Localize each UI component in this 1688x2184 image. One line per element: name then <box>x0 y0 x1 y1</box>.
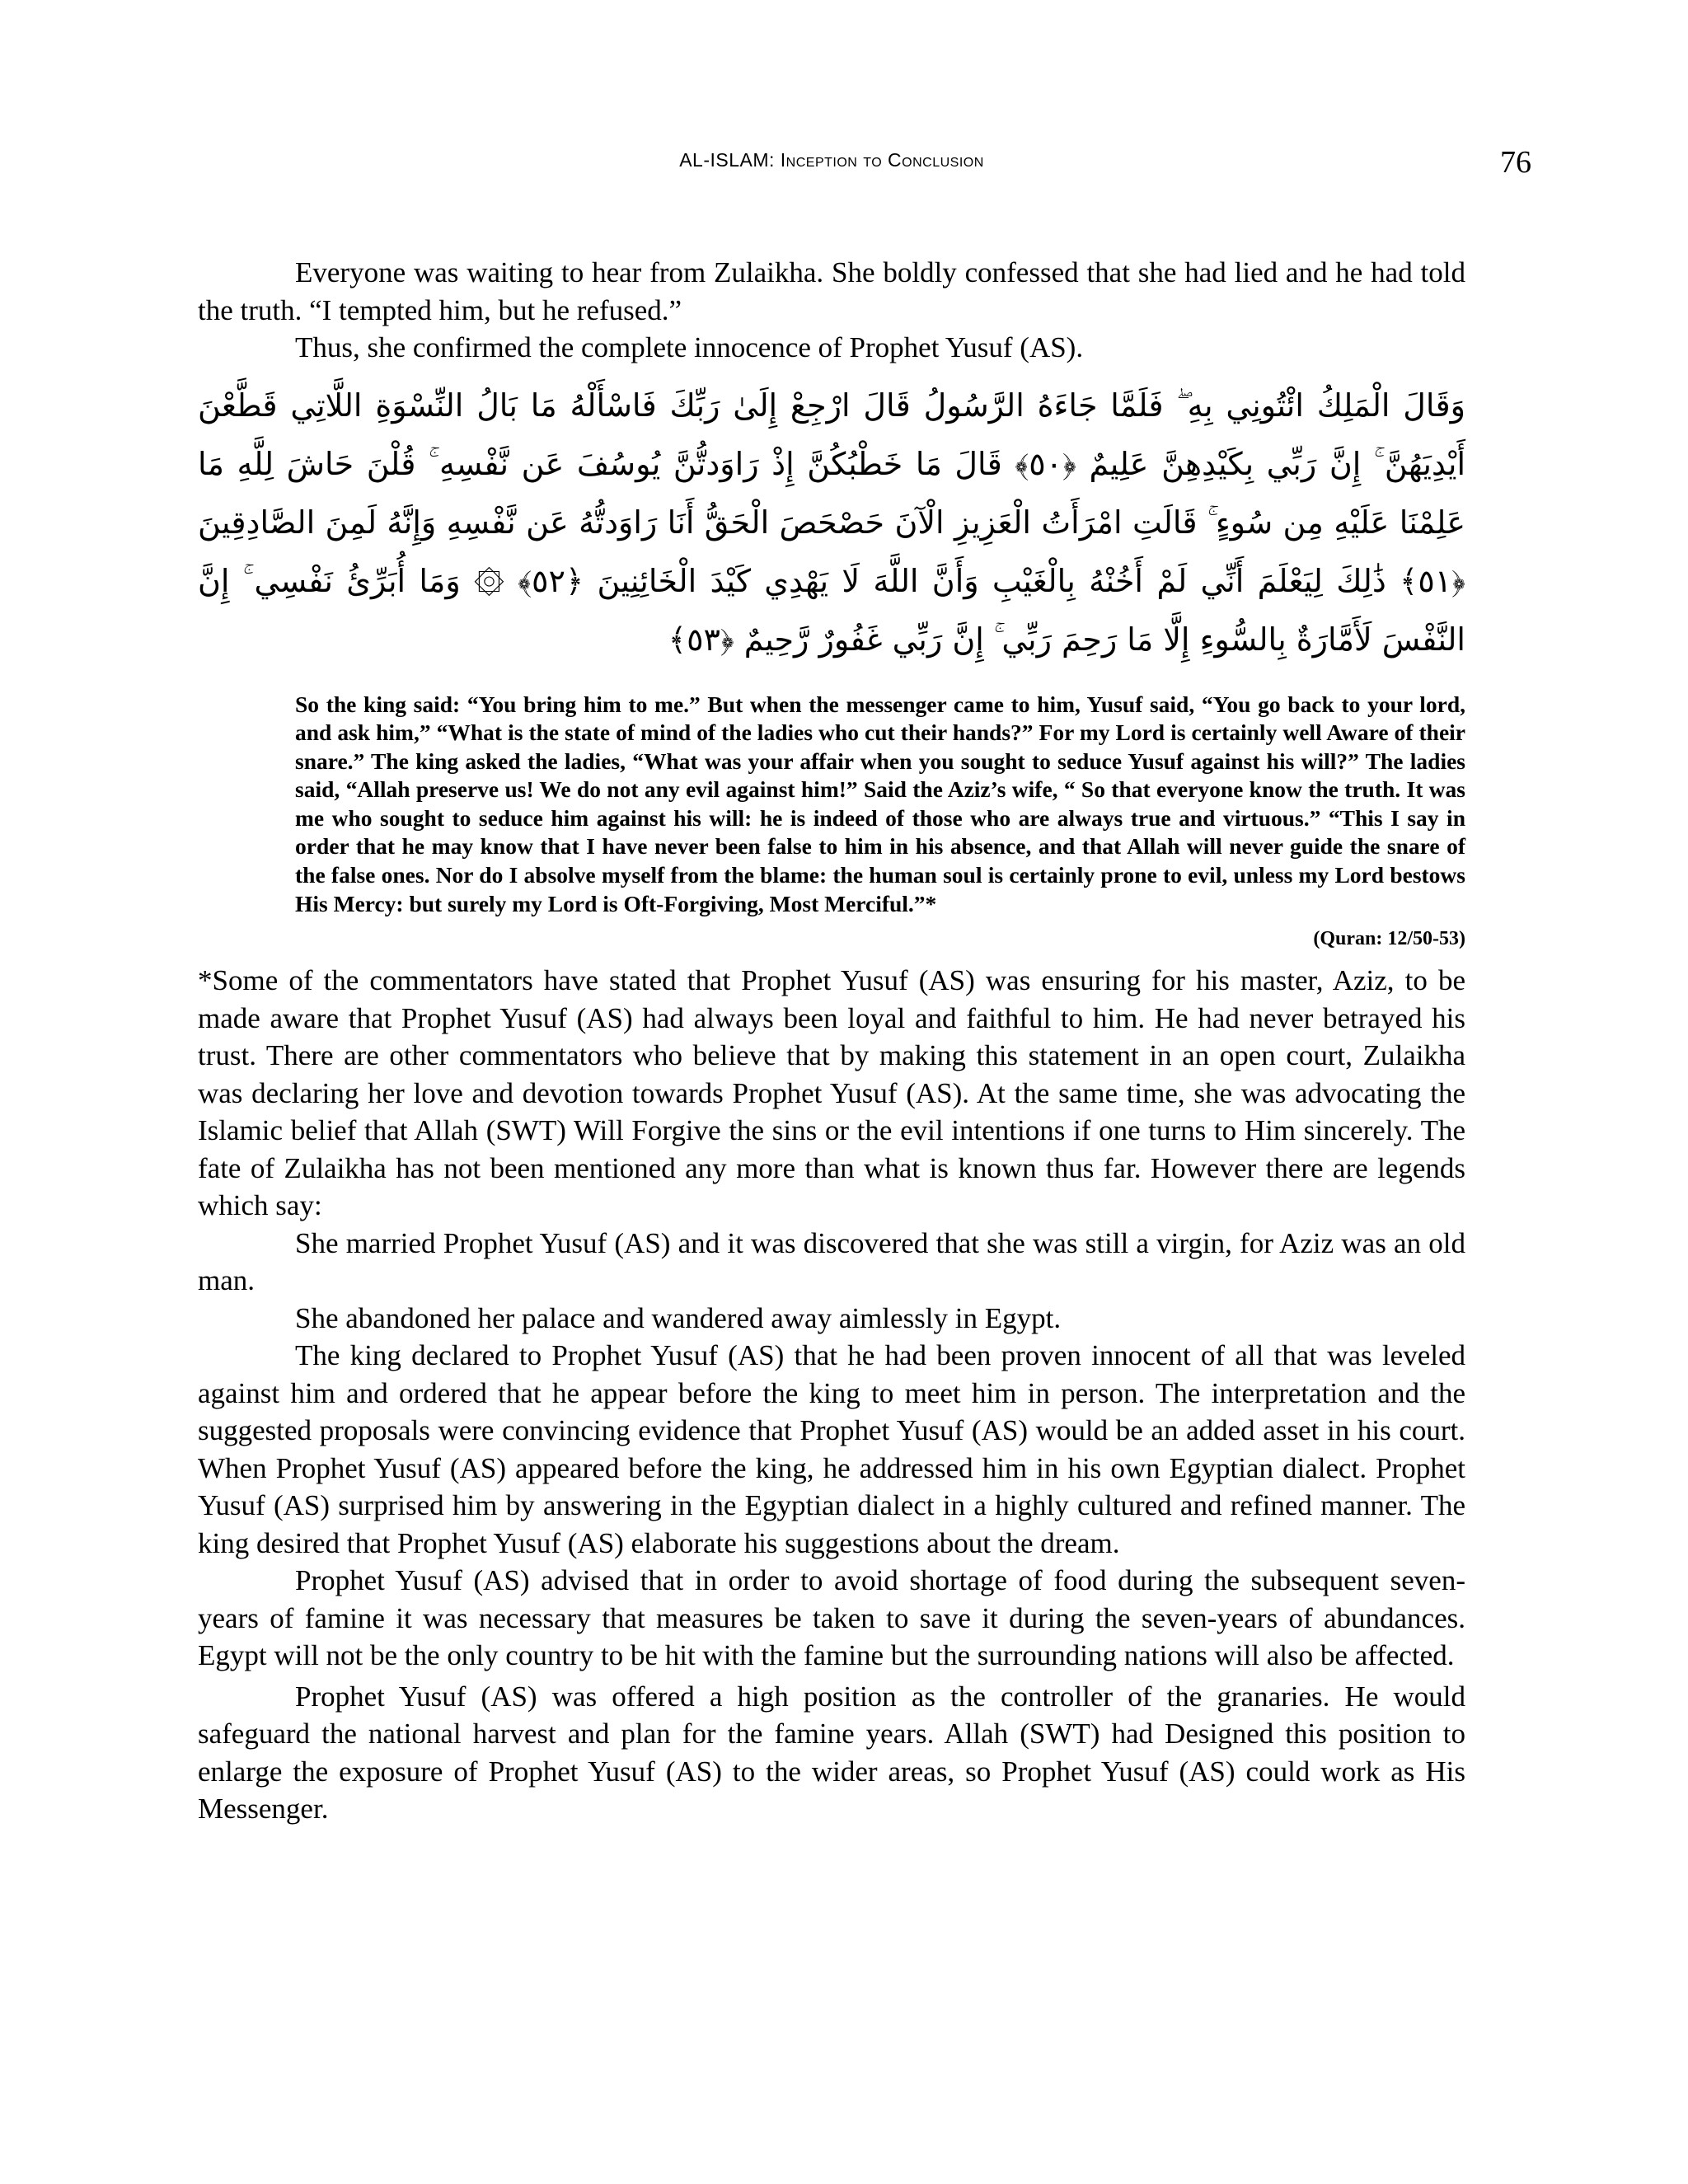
body-paragraph: She married Prophet Yusuf (AS) and it was discovered that she was still a virgin, for Aziz was an old man. <box>198 1226 1465 1297</box>
page-body <box>198 254 1465 1828</box>
quran-citation: (Quran: 12/50-53) <box>1313 928 1465 950</box>
body-paragraph: Thus, she confirmed the complete innocence of Prophet Yusuf (AS). <box>295 331 1084 363</box>
arabic-quran-verse: وَقَالَ الْمَلِكُ ائْتُونِي بِهِ ۖ فَلَمَّا جَاءَهُ الرَّسُولُ قَالَ ارْجِعْ إِلَىٰ رَبِّكَ فَاسْأَلْهُ مَا بَالُ النِّسْوَةِ اللَّاتِي قَطَّعْنَ أَيْدِيَهُنَّ ۚ إِنَّ رَبِّي بِكَيْدِهِنَّ عَلِيمٌ ﴿٥٠﴾ قَالَ مَا خَطْبُكُنَّ إِذْ رَاوَدتُّنَّ يُوسُفَ عَن نَّفْسِهِ ۚ قُلْنَ حَاشَ لِلَّهِ مَا عَلِمْنَا عَلَيْهِ مِن سُوءٍ ۚ قَالَتِ امْرَأَتُ الْعَزِيزِ الْآنَ حَصْحَصَ الْحَقُّ أَنَا رَاوَدتُّهُ عَن نَّفْسِهِ وَإِنَّهُ لَمِنَ الصَّادِقِينَ ﴿٥١﴾ ذَٰلِكَ لِيَعْلَمَ أَنِّي لَمْ أَخُنْهُ بِالْغَيْبِ وَأَنَّ اللَّهَ لَا يَهْدِي كَيْدَ الْخَائِنِينَ ﴿٥٢﴾ ۞ وَمَا أُبَرِّئُ نَفْسِي ۚ إِنَّ النَّفْسَ لَأَمَّارَةٌ بِالسُّوءِ إِلَّا مَا رَحِمَ رَبِّي ۚ إِنَّ رَبِّي غَفُورٌ رَّحِيمٌ ﴿٥٣﴾ <box>198 387 1466 658</box>
running-title: AL-ISLAM: Inception to Conclusion <box>679 149 984 171</box>
body-paragraph: The king declared to Prophet Yusuf (AS) that he had been proven innocent of all that was leveled against him and ordered that he appear before the king to meet him in person. The interpretation and the suggested proposals were convincing evidence that Prophet Yusuf (AS) would be an added asset in his court. When Prophet Yusuf (AS) appeared before the king, he addressed him in his own Egyptian dialect. Prophet Yusuf (AS) surprised him by answering in the Egyptian dialect in a highly cultured and refined manner. The king desired that Prophet Yusuf (AS) elaborate his suggestions about the dream. <box>198 1339 1465 1559</box>
body-paragraph: Prophet Yusuf (AS) advised that in order to avoid shortage of food during the subsequent seven-years of famine it was necessary that measures be taken to save it during the seven-years of abundances. Egypt will not be the only country to be hit with the famine but the surrounding nations will also be affected. <box>198 1564 1465 1672</box>
page-number: 76 <box>1500 145 1531 180</box>
verse-translation: So the king said: “You bring him to me.” But when the messenger came to him, Yusuf said, “You go back to your lord, and ask him,” “What is the state of mind of the ladies who cut their hands?” For my Lord is certainly well Aware of their snare.” The king asked the ladies, “What was your affair when you sought to seduce Yusuf against his will?” The ladies said, “Allah preserve us! We do not any evil against him!” Said the Aziz’s wife, “ So that everyone know the truth. It was me who sought to seduce him against his will: he is indeed of those who are always true and virtuous.” “This I say in order that he may know that I have never been false to him in his absence, and that Allah will never guide the snare of the false ones. Nor do I absolve myself from the blame: the human soul is certainly prone to evil, unless my Lord bestows His Mercy: but surely my Lord is Oft-Forgiving, Most Merciful.”* <box>295 691 1465 916</box>
body-paragraph: She abandoned her palace and wandered away aimlessly in Egypt. <box>295 1301 1062 1334</box>
body-paragraph: Prophet Yusuf (AS) was offered a high position as the controller of the granaries. He would safeguard the national harvest and plan for the famine years. Allah (SWT) had Designed this position to enlarge the exposure of Prophet Yusuf (AS) to the wider areas, so Prophet Yusuf (AS) could work as His Messenger. <box>198 1680 1465 1825</box>
body-paragraph: Everyone was waiting to hear from Zulaikha. She boldly confessed that she had lied and he had told the truth. “I tempted him, but he refused.” <box>198 256 1465 326</box>
footnote-paragraph: *Some of the commentators have stated that Prophet Yusuf (AS) was ensuring for his master, Aziz, to be made aware that Prophet Yusuf (AS) had always been loyal and faithful to him. He had never betrayed his trust. There are other commentators who believe that by making this statement in an open court, Zulaikha was declaring her love and devotion towards Prophet Yusuf (AS). At the same time, she was advocating the Islamic belief that Allah (SWT) Will Forgive the sins or the evil intentions if one turns to Him sincerely. The fate of Zulaikha has not been mentioned any more than what is known thus far. However there are legends which say: <box>198 964 1465 1222</box>
page-header <box>198 144 1531 194</box>
